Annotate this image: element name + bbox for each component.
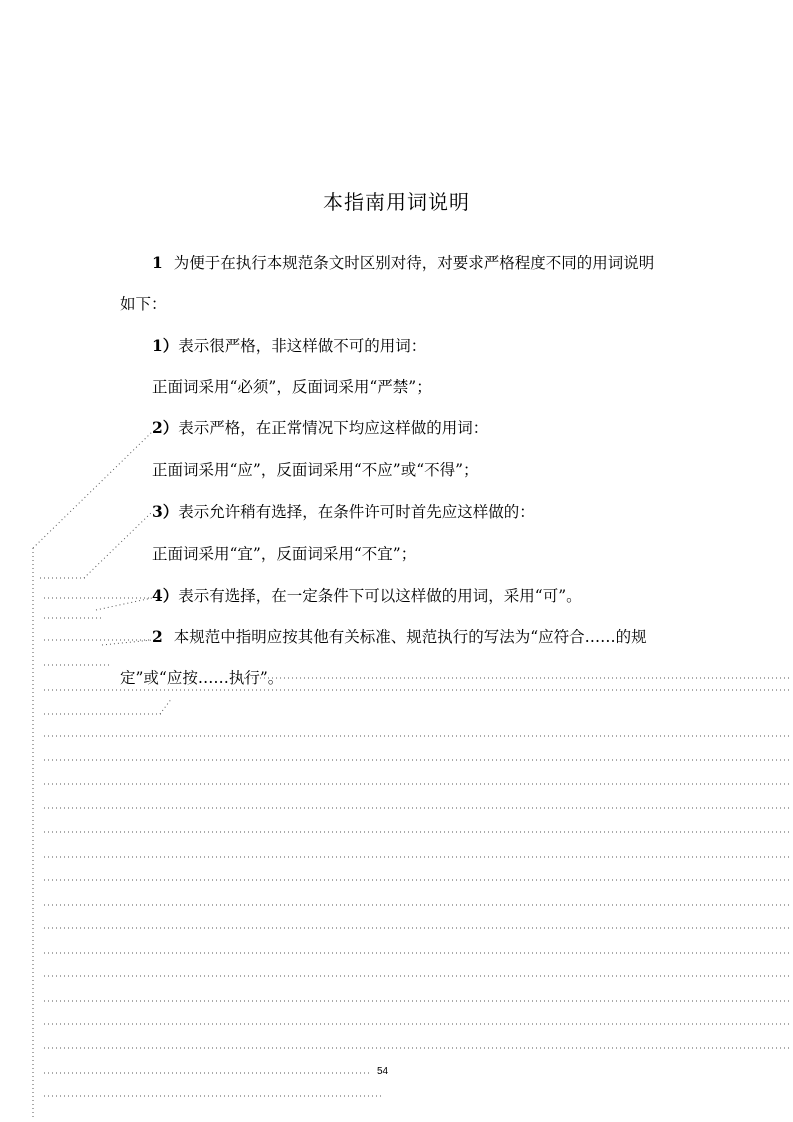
item-4-number: 4） [152, 586, 179, 605]
item-1 [152, 336, 426, 356]
clause-1-number: 1 [152, 253, 163, 272]
dotted-line [102, 640, 152, 645]
item-1-text: 表示很严格，非这样做不可的用词： [178, 337, 427, 355]
dotted-line [96, 598, 152, 610]
item-2 [152, 418, 488, 438]
item-3 [152, 502, 535, 522]
clause-1-continuation: 如下： [120, 295, 167, 313]
clause-2-number: 2 [152, 627, 163, 646]
dotted-line [84, 512, 152, 578]
item-3-number: 3） [152, 502, 179, 521]
item-2-text: 表示严格，在正常情况下均应这样做的用词： [178, 419, 489, 437]
page-number: 54 [377, 1066, 389, 1077]
dotted-line [160, 698, 172, 714]
item-4 [152, 586, 582, 606]
clause-2-text: 本规范中指明应按其他有关标准、规范执行的写法为“应符合……的规 [173, 628, 647, 646]
dotted-line [33, 432, 152, 548]
item-3-detail: 正面词采用“宜”，反面词采用“不宜”； [152, 545, 417, 563]
item-2-number: 2） [152, 418, 179, 437]
item-3-text: 表示允许稍有选择，在条件许可时首先应这样做的： [178, 503, 535, 521]
item-1-detail: 正面词采用“必须”，反面词采用“严禁”； [152, 378, 432, 396]
clause-1-text: 为便于在执行本规范条文时区别对待，对要求严格程度不同的用词说明 [173, 254, 655, 272]
page-title: 本指南用词说明 [323, 190, 470, 214]
item-1-number: 1） [152, 336, 179, 355]
item-2-detail: 正面词采用“应”，反面词采用“不应”或“不得”； [152, 461, 479, 479]
clause-2-continuation: 定”或“应按……执行”。 [120, 669, 284, 687]
item-4-text: 表示有选择，在一定条件下可以这样做的用词，采用“可”。 [178, 587, 582, 605]
clause-1 [152, 253, 654, 273]
clause-2 [152, 627, 647, 647]
